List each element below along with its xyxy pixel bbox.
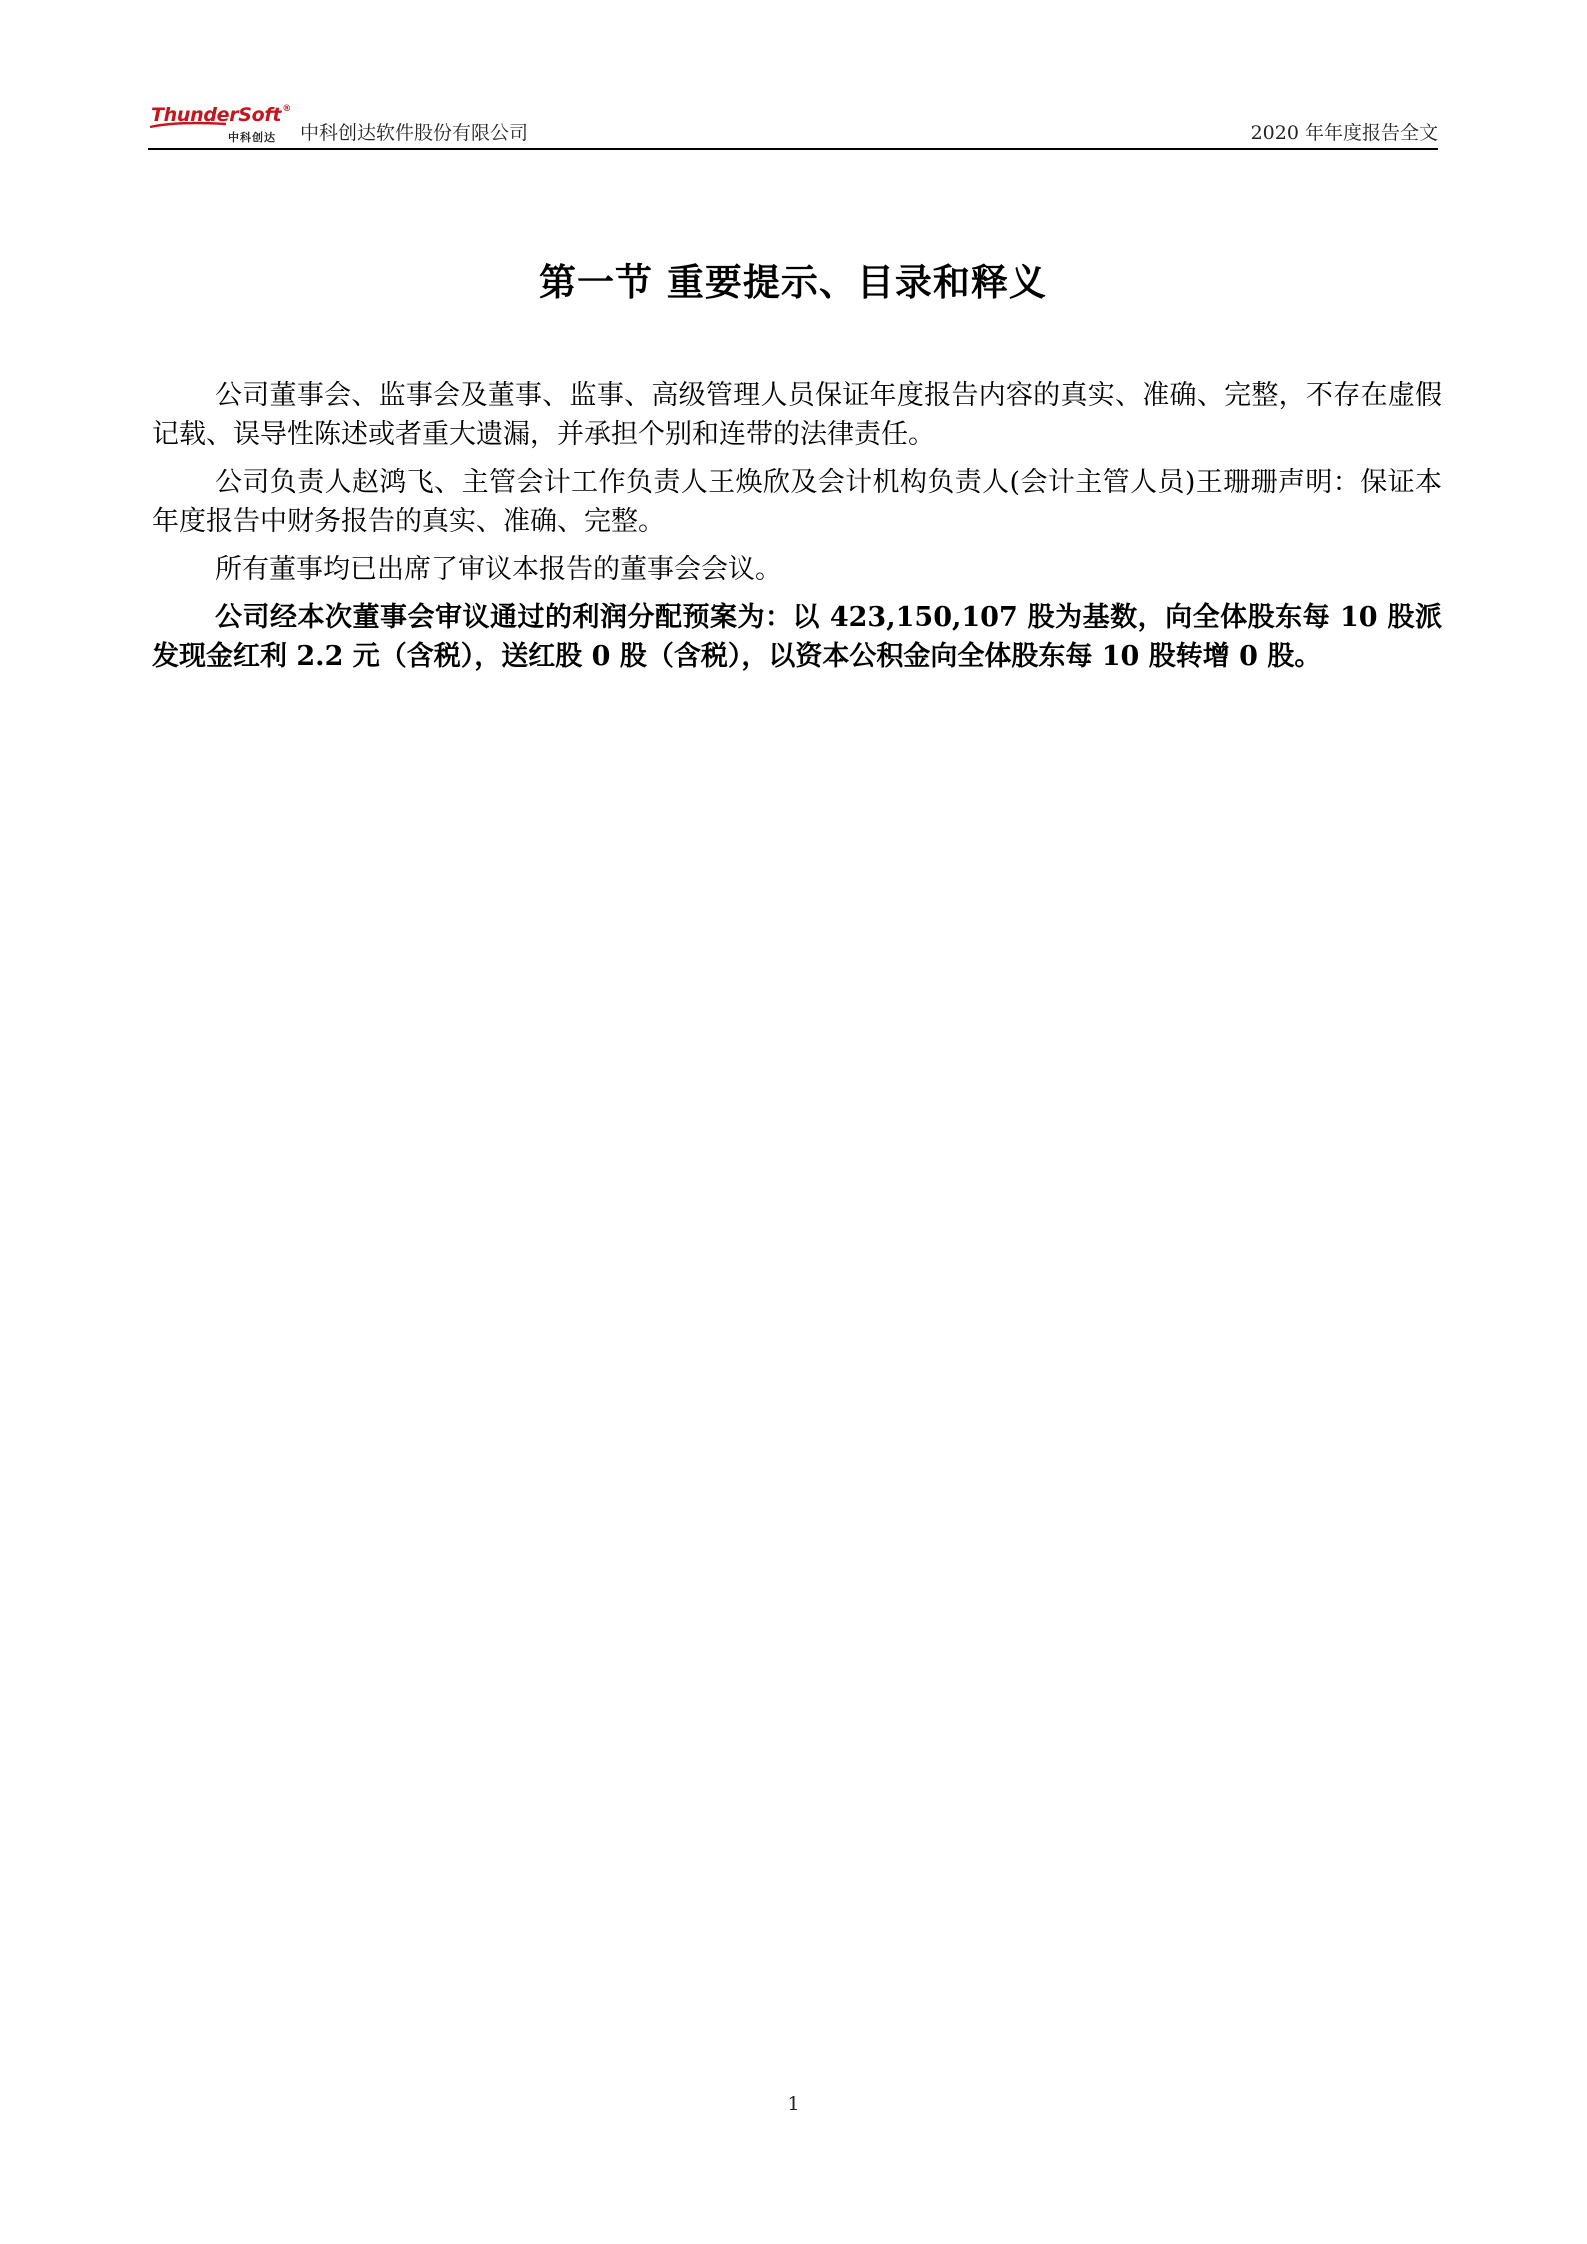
- header-report-title: 2020 年年度报告全文: [1250, 122, 1438, 144]
- logo-chinese-name: 中科创达: [228, 131, 276, 144]
- page-number: 1: [787, 2093, 800, 2115]
- section-title: 第一节 重要提示、目录和释义: [539, 261, 1047, 304]
- logo-wordmark: ThunderSoft®: [151, 104, 291, 126]
- page-header: [148, 98, 1438, 148]
- header-company-name: 中科创达软件股份有限公司: [300, 122, 529, 144]
- paragraph-profit-distribution: 公司经本次董事会审议通过的利润分配预案为：以 423,150,107 股为基数，向全体股东每 10 股派发现金红利 2.2 元（含税），送红股 0 股（含税），以资本公积金向全体股东每 10 股转增 0 股。: [152, 602, 1442, 672]
- paragraph-board-attendance: 所有董事均已出席了审议本报告的董事会会议。: [215, 554, 782, 585]
- logo-swoosh-icon: [148, 118, 228, 132]
- paragraph-responsibility-statement: 公司董事会、监事会及董事、监事、高级管理人员保证年度报告内容的真实、准确、完整，不存在虚假记载、误导性陈述或者重大遗漏，并承担个别和连带的法律责任。: [152, 380, 1442, 450]
- header-divider: [148, 148, 1438, 150]
- body-text: [152, 376, 1442, 685]
- paragraph-financial-declaration: 公司负责人赵鸿飞、主管会计工作负责人王焕欣及会计机构负责人(会计主管人员)王珊珊声明：保证本年度报告中财务报告的真实、准确、完整。: [152, 467, 1442, 537]
- company-logo: [148, 104, 293, 144]
